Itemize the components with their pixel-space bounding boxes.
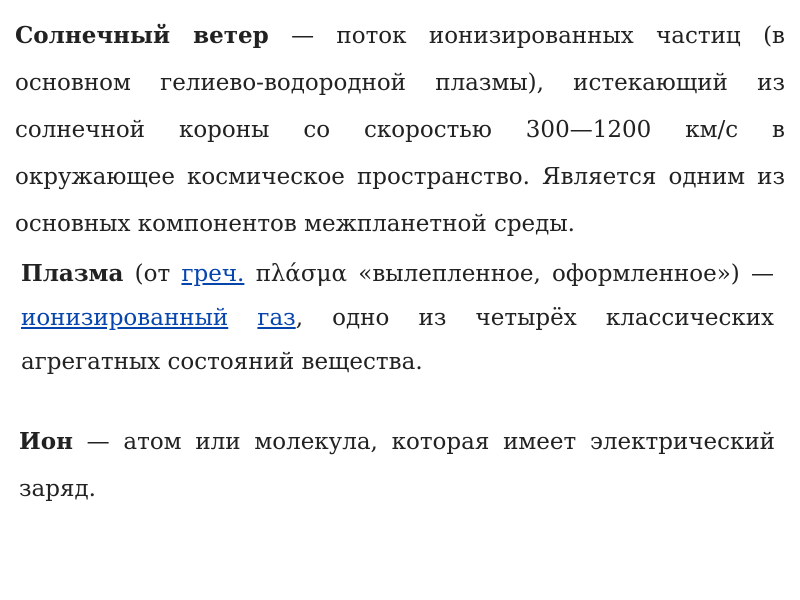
plasma-text-4: , одно из четырёх классических агрегатных состояний вещества.: [21, 305, 775, 375]
plasma-term: Плазма: [21, 260, 124, 287]
solar-wind-paragraph: [15, 12, 785, 248]
greek-link[interactable]: греч.: [181, 261, 245, 287]
solar-wind-term: Солнечный ветер: [15, 22, 269, 49]
plasma-paragraph: [21, 252, 774, 384]
gas-link[interactable]: газ: [257, 305, 296, 331]
plasma-text-2: πλάσμα «вылепленное, оформленное») —: [244, 261, 774, 287]
ion-term: Ион: [19, 428, 73, 455]
plasma-text-3: [228, 305, 257, 331]
ion-paragraph: [19, 418, 775, 513]
plasma-text-1: (от: [123, 261, 182, 287]
ionized-link[interactable]: ионизированный: [21, 305, 229, 331]
ion-definition: — атом или молекула, которая имеет электрический заряд.: [19, 429, 775, 502]
solar-wind-definition: — поток ионизированных частиц (в основном гелиево-водородной плазмы), истекающий из солнечной короны со скоростью 300—1200 км/с в окружающее космическое пространство. Является одним из основных компонентов межпланетной среды.: [15, 23, 785, 237]
